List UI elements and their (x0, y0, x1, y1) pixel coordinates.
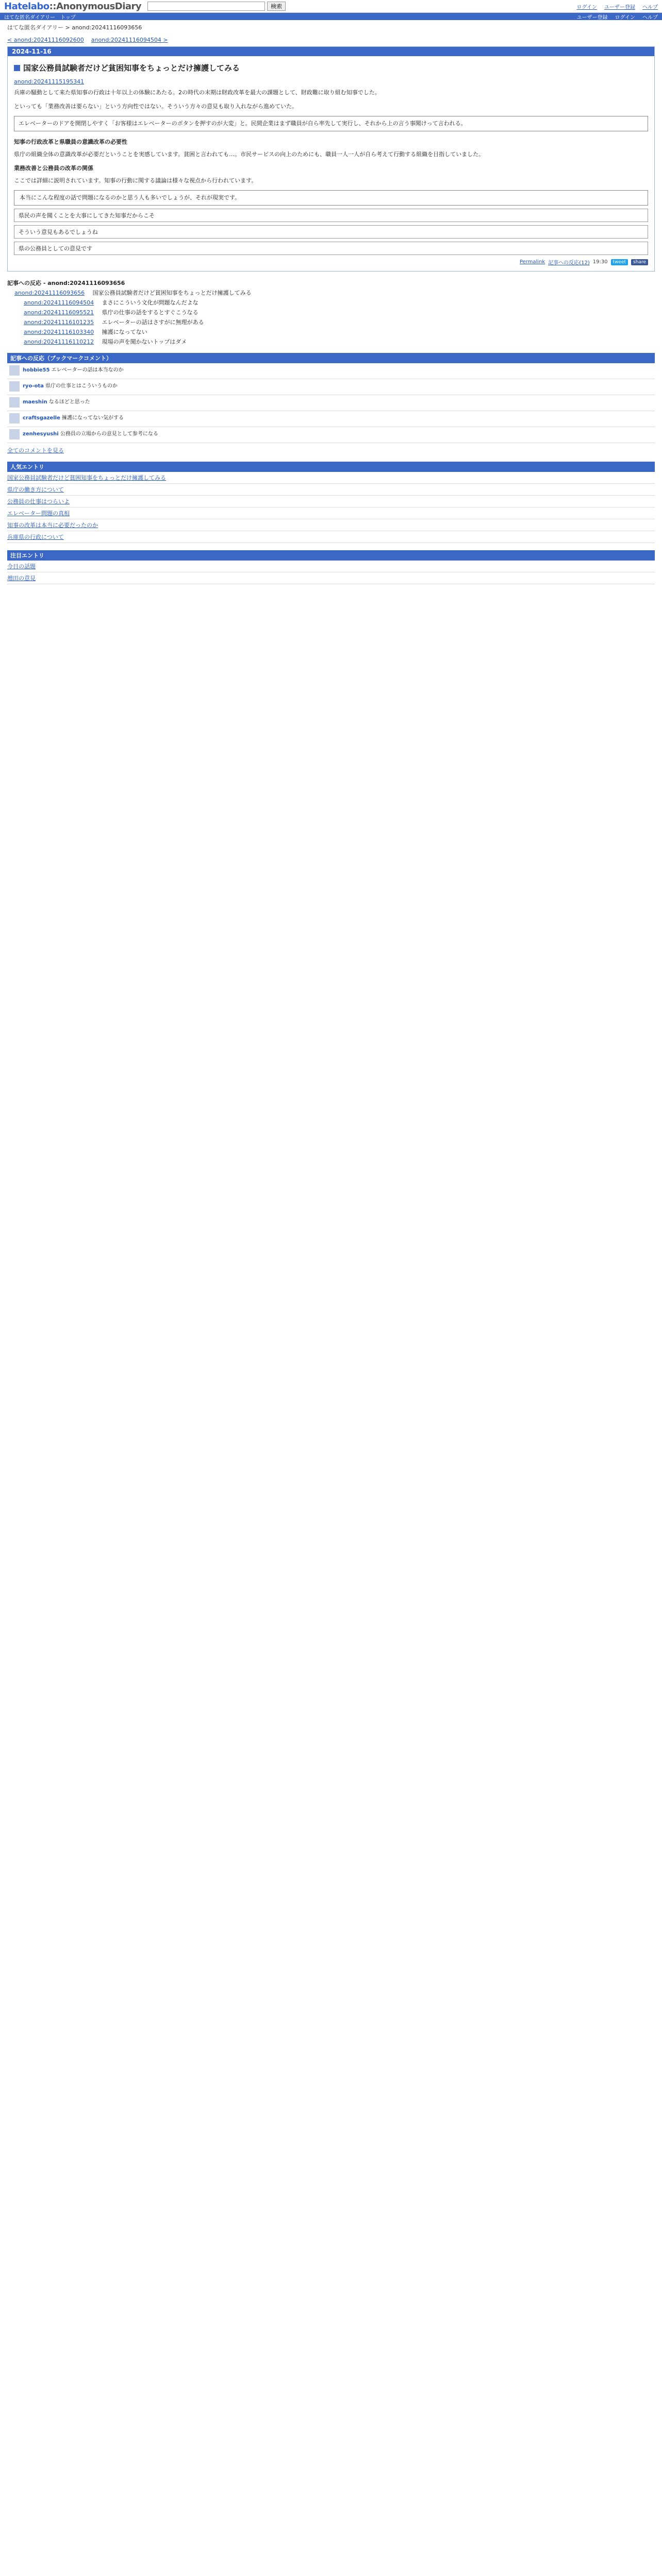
hot-list (7, 561, 655, 584)
more-comments-link[interactable]: 全てのコメントを見る (7, 447, 64, 454)
avatar[interactable] (9, 381, 20, 392)
popular-link[interactable]: 県庁の働き方について (7, 486, 64, 493)
subbar-link-help[interactable]: ヘルプ (642, 14, 658, 21)
bookmark-user[interactable]: maeshin (23, 399, 47, 405)
popular-link[interactable]: 公務員の仕事はつらいよ (7, 498, 70, 505)
tree-node-link[interactable]: anond:20241116110212 (24, 338, 94, 345)
tree-node-text: 国家公務員試験者だけど貧困知事をちょっとだけ擁護してみる (92, 290, 252, 296)
article-paragraph: ここでは詳細に説明されています。知事の行動に関する議論は様々な視点から行われています。 (14, 177, 257, 184)
bookmark-user[interactable]: ryo-ota (23, 383, 44, 389)
anchor-link[interactable]: anond:20241115195341 (14, 78, 85, 85)
tree-node-text: 擁護になってない (102, 329, 147, 335)
popular-link[interactable]: エレベーター問題の真相 (7, 510, 70, 517)
tree-node (24, 338, 655, 346)
bookmarks-title: 記事への反応（ブックマークコメント） (7, 353, 655, 363)
inner-quote: 県の公務員としての意見です (14, 242, 648, 255)
facebook-share-button[interactable]: share (631, 259, 648, 265)
date-bar: 2024-11-16 (8, 47, 654, 56)
bookmark-user[interactable]: craftsgazelle (23, 415, 60, 421)
section-heading: 業務改善と公務員の改革の関係 (14, 165, 93, 172)
popular-item (7, 496, 655, 507)
article-paragraph: 兵庫の騒動として来た県知事の行政は十年以上の体験にあたる。2の時代の末期は財政改革を最大の課題として、財政難に取り組む知事でした。 (14, 89, 380, 96)
bookmark-comment: 擁護になってない気がする (62, 415, 124, 421)
tree-node-link[interactable]: anond:20241116095521 (24, 309, 94, 316)
popular-item (7, 531, 655, 543)
subbar-link-login[interactable]: ログイン (615, 14, 635, 21)
popular-item (7, 519, 655, 531)
bookmark-item (7, 363, 655, 379)
hot-item (7, 561, 655, 572)
avatar[interactable] (9, 397, 20, 408)
article-paragraph: 県庁の組織全体の意識改革が必要だということを実感しています。貧困と言われても…。市民サービスの向上のためにも、職員一人一人が自ら考えて行動する組織を目指していました。 (14, 151, 485, 158)
reactions-link[interactable]: 記事への反応(12) (548, 260, 590, 266)
tree-node-text: 県庁の仕事の話をするとすぐこうなる (102, 309, 198, 316)
tree-node-text: 現場の声を聞かないトップはダメ (102, 338, 187, 345)
boxed-note: 本当にこんな程度の話で問題になるのかと思う人も多いでしょうが、それが現実です。 (14, 190, 648, 206)
breadcrumb: はてな匿名ダイアリー > anond:20241116093656 (7, 24, 142, 31)
avatar[interactable] (9, 365, 20, 376)
article (7, 46, 655, 272)
article-quote: エレベーターのドアを開閉しやすく「お客様はエレベーターのボタンを押すのが大変」と。民間企業はまず職員が自ら率先して実行し、それから上の言う事聞けって言われる。 (14, 116, 648, 131)
bookmark-comment: なるほどと思った (48, 399, 90, 405)
reactions-tree-heading: 記事への反応 - anond:20241116093656 (7, 280, 125, 286)
bookmarks-list (7, 363, 655, 443)
hot-item (7, 572, 655, 584)
top-links (577, 3, 658, 10)
popular-title: 人気エントリ (7, 462, 655, 472)
subbar-link-register[interactable]: ユーザー登録 (576, 14, 608, 21)
tree-node (24, 309, 655, 316)
hot-title: 注目エントリ (7, 550, 655, 561)
subbar-link-home[interactable]: はてな匿名ダイアリー (4, 14, 56, 21)
tree-node-text: まさにこういう文化が問題なんだよな (102, 299, 198, 306)
entry-nav (7, 37, 655, 43)
popular-item (7, 472, 655, 484)
popular-item (7, 484, 655, 496)
search-button[interactable]: 検索 (267, 2, 286, 11)
article-paragraph: といっても「業務改善は要らない」という方向性ではない。そういう方々の意見も取り入れながら進めていた。 (14, 103, 297, 110)
top-link-login[interactable]: ログイン (576, 4, 597, 10)
avatar[interactable] (9, 429, 20, 439)
permalink-link[interactable]: Permalink (519, 259, 545, 265)
bookmark-user[interactable]: zenhesyushi (23, 431, 59, 437)
tree-node-link[interactable]: anond:20241116103340 (24, 329, 94, 335)
popular-list (7, 472, 655, 543)
hot-link[interactable]: 増田の意見 (7, 575, 36, 582)
tree-node-text: エレベーターの話はさすがに無理がある (102, 319, 204, 326)
sub-navbar (0, 13, 662, 20)
popular-link[interactable]: 国家公務員試験者だけど貧困知事をちょっとだけ擁護してみる (7, 474, 166, 481)
title-square-icon (14, 65, 20, 71)
tree-node (24, 328, 655, 336)
hot-link[interactable]: 今日の話題 (7, 563, 36, 570)
search-input[interactable] (147, 2, 265, 11)
top-link-help[interactable]: ヘルプ (642, 4, 658, 10)
tree-node-link[interactable]: anond:20241116093656 (14, 290, 85, 296)
article-title: 国家公務員試験者だけど貧困知事をちょっとだけ擁護してみる (14, 62, 648, 73)
tree-node (24, 299, 655, 307)
reactions-tree (7, 289, 655, 346)
popular-item (7, 507, 655, 519)
tree-node-link[interactable]: anond:20241116094504 (24, 299, 94, 306)
site-logo[interactable]: Hatelabo::AnonymousDiary (4, 1, 142, 12)
bookmark-item (7, 427, 655, 443)
bookmark-item (7, 395, 655, 411)
bookmark-item (7, 379, 655, 395)
prev-entry-link[interactable]: < anond:20241116092600 (7, 37, 84, 43)
bookmark-comment: エレベーターの話は本当なのか (51, 367, 124, 373)
article-footer (14, 258, 648, 266)
twitter-share-button[interactable]: tweet (611, 259, 628, 265)
tree-node (14, 289, 655, 297)
popular-link[interactable]: 兵庫県の行政について (7, 534, 64, 540)
tree-node-link[interactable]: anond:20241116101235 (24, 319, 94, 326)
subbar-link-top[interactable]: トップ (60, 14, 76, 21)
post-time: 19:30 (592, 259, 608, 265)
next-entry-link[interactable]: anond:20241116094504 > (91, 37, 168, 43)
top-header (0, 0, 662, 13)
avatar[interactable] (9, 413, 20, 423)
section-heading: 知事の行政改革と県職員の意識改革の必要性 (14, 139, 127, 145)
bookmark-comment: 県庁の仕事とはこういうものか (45, 383, 118, 389)
bookmark-comment: 公務員の立場からの意見として参考になる (60, 431, 158, 437)
bookmark-user[interactable]: hobbie55 (23, 367, 50, 373)
bookmark-item (7, 411, 655, 427)
inner-quote: 県民の声を聞くことを大事にしてきた知事だからこそ (14, 209, 648, 222)
inner-quote: そういう意見もあるでしょうね (14, 225, 648, 239)
popular-link[interactable]: 知事の改革は本当に必要だったのか (7, 522, 98, 529)
top-link-register[interactable]: ユーザー登録 (604, 4, 635, 10)
tree-node (24, 318, 655, 326)
